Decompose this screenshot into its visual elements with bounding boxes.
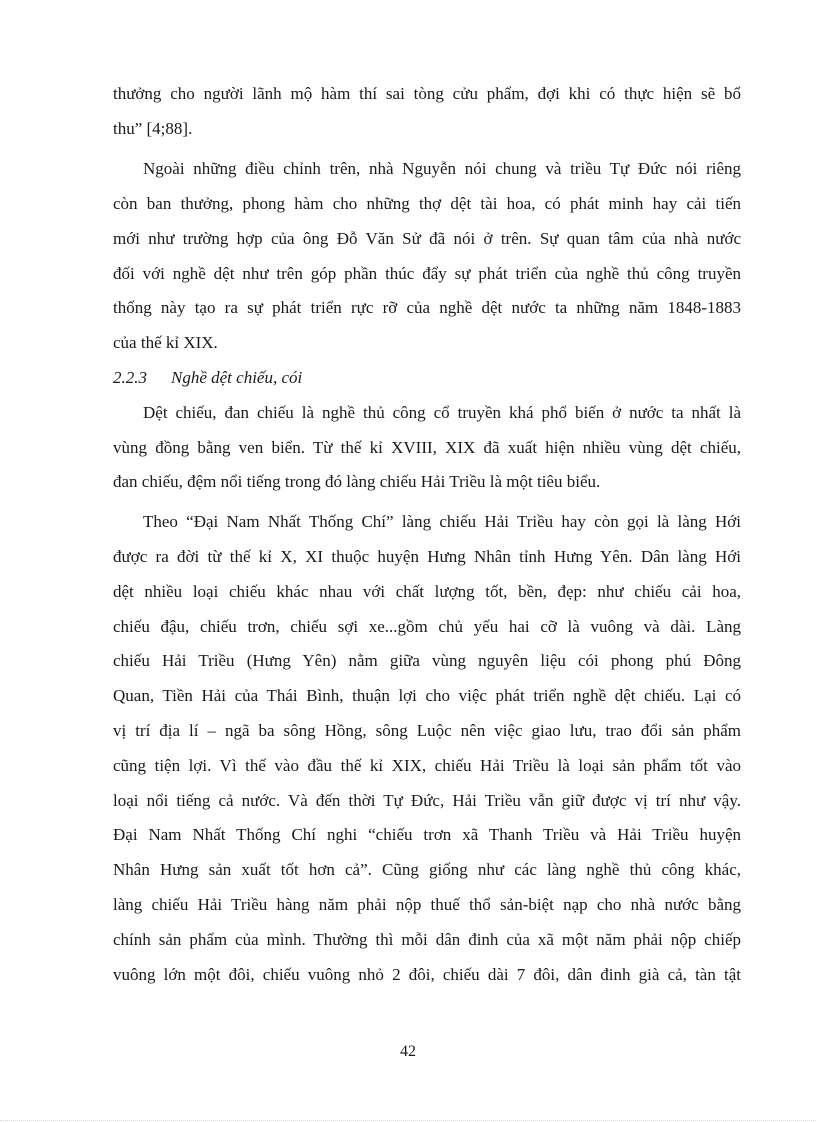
text-line: chính sản phẩm của mình. Thường thì mỗi dân đinh của xã một năm phải nộp chiếp [113, 930, 741, 949]
text-line: vuông lớn một đôi, chiếu vuông nhỏ 2 đôi, chiếu dài 7 đôi, dân đinh già cả, tàn tật [113, 965, 741, 984]
section-title: Nghề dệt chiếu, cói [171, 368, 303, 387]
text-line: vị trí địa lí – ngã ba sông Hồng, sông Luộc nên việc giao lưu, trao đổi sản phẩm [113, 721, 741, 740]
text-line: thống này tạo ra sự phát triển rực rỡ của nghề dệt nước ta những năm 1848-1883 [113, 298, 741, 317]
text-line: dệt nhiều loại chiếu khác nhau với chất lượng tốt, bền, đẹp: như chiếu cải hoa, [113, 582, 741, 601]
text-line: đối với nghề dệt như trên góp phần thúc đẩy sự phát triển của nghề thủ công truyền [113, 264, 741, 283]
section-number: 2.2.3 [113, 368, 147, 387]
text-line: Đại Nam Nhất Thống Chí nghi “chiếu trơn xã Thanh Triều và Hải Triều huyện [113, 825, 741, 844]
text-line: chiếu Hải Triều (Hưng Yên) nằm giữa vùng nguyên liệu cói phong phú Đông [113, 651, 741, 670]
text-line: vùng đồng bằng ven biển. Từ thế kỉ XVIII, XIX đã xuất hiện nhiều vùng dệt chiếu, [113, 438, 741, 457]
text-line: thưởng cho người lãnh mộ hàm thí sai tòng cửu phẩm, đợi khi có thực hiện sẽ bổ [113, 84, 741, 103]
text-line: được ra đời từ thế kỉ X, XI thuộc huyện Hưng Nhân tỉnh Hưng Yên. Dân làng Hới [113, 547, 741, 566]
text-line: còn ban thưởng, phong hàm cho những thợ dệt tài hoa, có phát minh hay cải tiến [113, 194, 741, 213]
page-number: 42 [400, 1043, 416, 1060]
text-line: làng chiếu Hải Triều hàng năm phải nộp thuế thổ sản-biệt nạp cho nhà nước bằng [113, 895, 741, 914]
text-line: Quan, Tiền Hải của Thái Bình, thuận lợi cho việc phát triển nghề dệt chiếu. Lại có [113, 686, 741, 705]
paragraph-first-line: Theo “Đại Nam Nhất Thống Chí” làng chiếu Hải Triều hay còn gọi là làng Hới [143, 512, 741, 531]
text-line: thu” [4;88]. [113, 119, 193, 138]
text-line: đan chiếu, đệm nổi tiếng trong đó làng chiếu Hải Triều là một tiêu biểu. [113, 472, 601, 491]
text-line: chiếu đậu, chiếu trơn, chiếu sợi xe...gồm chủ yếu hai cỡ là vuông và dài. Làng [113, 617, 741, 636]
text-line: của thế kỉ XIX. [113, 333, 218, 352]
page-bottom-divider [0, 1120, 816, 1121]
text-line: Nhân Hưng sản xuất tốt hơn cả”. Cũng giống như các làng nghề thủ công khác, [113, 860, 741, 879]
paragraph-first-line: Dệt chiếu, đan chiếu là nghề thủ công cổ truyền khá phổ biến ở nước ta nhất là [143, 403, 741, 422]
text-line: mới như trường hợp của ông Đỗ Văn Sử đã nói ở trên. Sự quan tâm của nhà nước [113, 229, 741, 248]
text-line: loại nổi tiếng cả nước. Và đến thời Tự Đức, Hải Triều vẫn giữ được vị trí như vậy. [113, 791, 741, 810]
text-line: cũng tiện lợi. Vì thế vào đầu thế kỉ XIX, chiếu Hải Triều là loại sản phẩm tốt vào [113, 756, 741, 775]
section-heading [113, 367, 302, 389]
paragraph-first-line: Ngoài những điều chỉnh trên, nhà Nguyễn nói chung và triều Tự Đức nói riêng [143, 159, 741, 178]
